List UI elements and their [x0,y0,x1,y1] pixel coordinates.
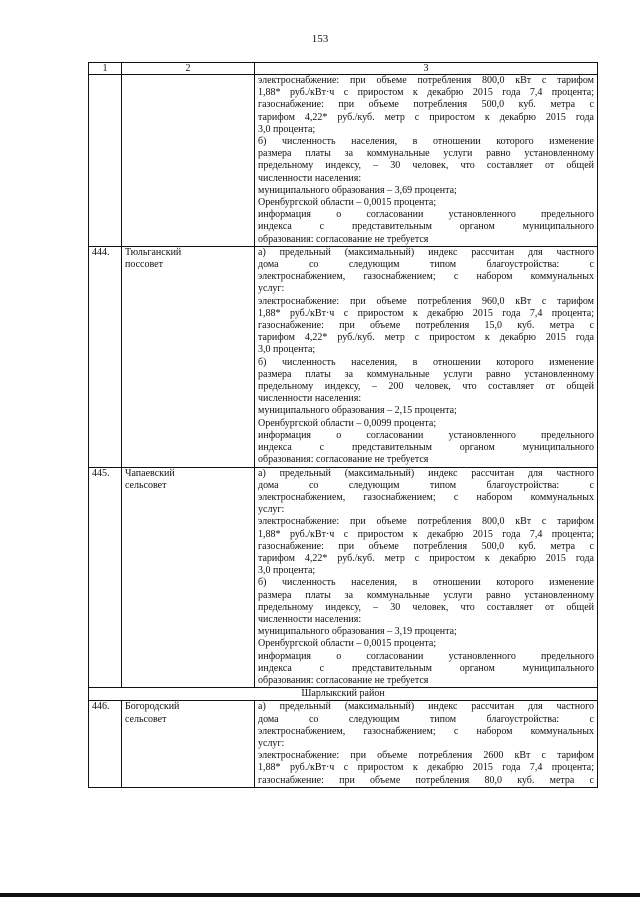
table-body [89,75,598,688]
text-line: б) численность населения, в отношении которого изменение [258,356,594,368]
text-line: электроснабжением, газоснабжением; с набором коммунальных [258,491,594,503]
municipality-name-line: поссовет [125,259,163,271]
text-line: электроснабжением, газоснабжением; с набором коммунальных [258,271,594,283]
header-col-3: 3 [255,63,598,75]
section-title: Шарлыкский район [89,688,598,701]
text-line: а) предельный (максимальный) индекс рассчитан для частного [258,246,594,258]
municipality-name-line: Богородский [125,701,180,713]
text-line: газоснабжение: при объеме потребления 80,0 куб. метра с [258,774,594,786]
municipality-name-line: сельсовет [125,713,167,725]
text-line: численности населения: [258,393,362,405]
text-line: электроснабжением, газоснабжением; с набором коммунальных [258,725,594,737]
row-number [89,75,122,247]
page-number: 153 [311,33,329,45]
header-col-1: 1 [89,63,122,75]
text-line: размера платы за коммунальные услуги равно установленному [258,368,594,380]
text-line: Оренбургской области – 0,0015 процента; [258,638,437,650]
municipality-name-line: Тюльганский [125,246,182,258]
text-line: дома со следующим типом благоустройства: с [258,713,594,725]
text-line: 3,0 процента; [258,344,316,356]
text-line: образования: согласование не требуется [258,674,429,686]
text-line: 3,0 процента; [258,123,316,135]
text-line: электроснабжение: при объеме потребления 800,0 кВт с тарифом [258,75,594,86]
text-line: образования: согласование не требуется [258,454,429,466]
text-line: информация о согласовании установленного предельного [258,429,594,441]
table-row [89,75,598,247]
table-body-section [89,701,598,787]
text-line: б) численность населения, в отношении которого изменение [258,136,594,148]
text-line: 1,88* руб./кВт·ч с приростом к декабрю 2015 года 7,4 процента; [258,762,594,774]
text-line: дома со следующим типом благоустройства: с [258,259,594,271]
municipality-name-line: Чапаевский [125,467,175,479]
text-line: индекса с представительным органом муниципального [258,221,594,233]
text-line: информация о согласовании установленного предельного [258,650,594,662]
row-number: 444. [89,246,122,467]
index-description [255,701,598,787]
text-line: предельному индексу, – 30 человек, что составляет от общей [258,160,594,172]
text-line: а) предельный (максимальный) индекс рассчитан для частного [258,701,594,713]
text-line: размера платы за коммунальные услуги равно установленному [258,148,594,160]
text-line: газоснабжение: при объеме потребления 15,0 куб. метра с [258,320,594,332]
text-line: Оренбургской области – 0,0099 процента; [258,417,437,429]
table-row [89,701,598,787]
municipality-name [122,701,255,787]
text-line: муниципального образования – 3,69 процента; [258,184,457,196]
municipality-name [122,467,255,688]
index-description [255,75,598,247]
text-line: информация о согласовании установленного предельного [258,209,594,221]
row-number: 446. [89,701,122,787]
text-line: услуг: [258,737,285,749]
text-line: тарифом 4,22* руб./куб. метр с приростом к декабрю 2015 года [258,332,594,344]
table-row [89,467,598,688]
text-line: муниципального образования – 3,19 процента; [258,626,457,638]
text-line: численности населения: [258,613,362,625]
text-line: услуг: [258,283,285,295]
text-line: электроснабжение: при объеме потребления 800,0 кВт с тарифом [258,516,594,528]
text-line: а) предельный (максимальный) индекс рассчитан для частного [258,467,594,479]
text-line: газоснабжение: при объеме потребления 500,0 куб. метра с [258,99,594,111]
text-line: 1,88* руб./кВт·ч с приростом к декабрю 2015 года 7,4 процента; [258,87,594,99]
municipality-name [122,246,255,467]
scan-edge-bar [0,893,640,897]
text-line: предельному индексу, – 200 человек, что составляет от общей [258,381,594,393]
table-row [89,246,598,467]
text-line: Оренбургской области – 0,0015 процента; [258,197,437,209]
text-line: 1,88* руб./кВт·ч с приростом к декабрю 2015 года 7,4 процента; [258,528,594,540]
text-line: б) численность населения, в отношении которого изменение [258,577,594,589]
text-line: услуг: [258,504,285,516]
header-col-2: 2 [122,63,255,75]
text-line: размера платы за коммунальные услуги равно установленному [258,589,594,601]
text-line: 3,0 процента; [258,565,316,577]
text-line: электроснабжение: при объеме потребления 960,0 кВт с тарифом [258,295,594,307]
index-description [255,467,598,688]
tariff-table [88,62,598,788]
text-line: газоснабжение: при объеме потребления 500,0 куб. метра с [258,540,594,552]
text-line: индекса с представительным органом муниципального [258,442,594,454]
text-line: муниципального образования – 2,15 процента; [258,405,457,417]
row-number: 445. [89,467,122,688]
text-line: 1,88* руб./кВт·ч с приростом к декабрю 2015 года 7,4 процента; [258,307,594,319]
text-line: дома со следующим типом благоустройства: с [258,479,594,491]
section-row [89,688,598,701]
text-line: тарифом 4,22* руб./куб. метр с приростом к декабрю 2015 года [258,552,594,564]
municipality-name [122,75,255,247]
text-line: индекса с представительным органом муниципального [258,662,594,674]
table-header-row [89,63,598,75]
text-line: образования: согласование не требуется [258,233,429,245]
text-line: электроснабжение: при объеме потребления 2600 кВт с тарифом [258,750,594,762]
text-line: численности населения: [258,172,362,184]
text-line: тарифом 4,22* руб./куб. метр с приростом к декабрю 2015 года [258,111,594,123]
index-description [255,246,598,467]
municipality-name-line: сельсовет [125,479,167,491]
text-line: предельному индексу, – 30 человек, что составляет от общей [258,601,594,613]
